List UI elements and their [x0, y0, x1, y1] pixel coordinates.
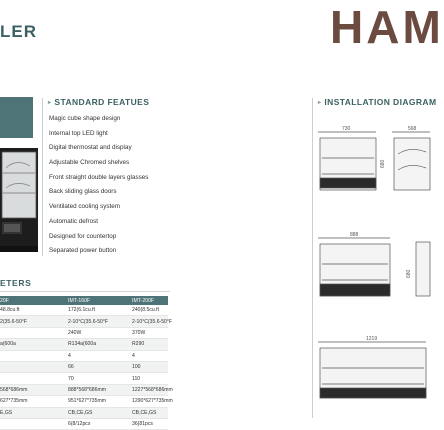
- table-cell: 1290*627*735mm: [116, 396, 168, 407]
- features-divider: [42, 98, 43, 256]
- table-cell: 100: [116, 361, 168, 372]
- page-title-fragment: LER: [0, 22, 37, 41]
- table-cell: [0, 350, 52, 361]
- side-view-medium: [416, 242, 430, 296]
- parameters-heading: ETERS: [0, 278, 32, 288]
- table-header-row: [0, 296, 168, 305]
- installation-heading: [318, 97, 436, 107]
- table-cell: CB,CE,GS: [52, 407, 116, 418]
- feature-item: Digital thermostat and display: [49, 144, 132, 152]
- table-cell: 1227*568*686mm: [116, 384, 168, 395]
- feature-item: Internal top LED light: [49, 129, 108, 137]
- table-row: [0, 396, 168, 407]
- table-cell: 66: [52, 361, 116, 372]
- table-row: [0, 361, 168, 372]
- table-row: [0, 407, 168, 418]
- dim-label-mid-width: 888: [350, 232, 359, 238]
- table-cell: CB,CE,GS: [116, 407, 168, 418]
- table-cell: 48.8cu.ft: [0, 305, 52, 316]
- diagram-divider: [312, 98, 313, 418]
- dim-label-mid-height: 680: [406, 269, 412, 278]
- features-list: [49, 112, 148, 259]
- column-header: 20F: [0, 296, 52, 305]
- feature-item: Back sliding glass doors: [49, 188, 117, 196]
- table-cell: 568*686mm: [0, 384, 52, 395]
- table-cell: 627*735mm: [0, 396, 52, 407]
- table-cell: 70: [52, 373, 116, 384]
- table-row: [0, 350, 168, 361]
- table-cell: 240W: [52, 327, 116, 338]
- section-marker-icon: ▸: [318, 100, 322, 106]
- table-row: [0, 316, 168, 327]
- table-cell: 172(6.1cu.ft: [52, 305, 116, 316]
- front-view-large: [318, 342, 426, 398]
- table-cell: 370W: [116, 327, 168, 338]
- dim-label-top-depth: 568: [408, 126, 417, 132]
- table-row: [0, 418, 168, 429]
- table-cell: 2-10°C(35.6-50°F: [116, 316, 168, 327]
- table-cell: 2-10°C(35.6-50°F: [52, 316, 116, 327]
- table-row: [0, 327, 168, 338]
- table-cell: 240(8.5cu.ft: [116, 305, 168, 316]
- parameters-table: [0, 296, 173, 430]
- feature-item: Ventilated cooling system: [49, 203, 121, 211]
- feature-item: Designed for countertop: [49, 232, 117, 240]
- feature-item: Separated power button: [49, 247, 117, 255]
- table-row: [0, 373, 168, 384]
- table-cell: R290: [116, 339, 168, 350]
- table-cell: 4: [52, 350, 116, 361]
- table-cell: 2(35.6-50°F: [0, 316, 52, 327]
- table-cell: 110: [116, 373, 168, 384]
- installation-diagram: [314, 118, 430, 430]
- front-view-small: [318, 132, 376, 190]
- product-title-panel: [0, 97, 33, 138]
- table-row: [0, 384, 168, 395]
- table-row: [0, 305, 168, 316]
- table-cell: 888*568*686mm: [52, 384, 116, 395]
- table-cell: 36(81pcs: [116, 418, 168, 429]
- table-cell: [0, 373, 52, 384]
- product-photo: [0, 146, 40, 256]
- column-header: IMT-160F: [52, 296, 116, 305]
- feature-item: Front straight double layers glasses: [49, 173, 149, 181]
- table-cell: [0, 327, 52, 338]
- front-view-medium: [318, 238, 390, 296]
- column-header: IMT-200F: [116, 296, 168, 305]
- feature-item: Automatic defrost: [49, 217, 98, 225]
- feature-item: Magic cube shape design: [49, 115, 121, 122]
- parameters-rule: [0, 291, 170, 292]
- parameters-table-body: [0, 305, 173, 430]
- table-cell: a(600a: [0, 339, 52, 350]
- table-cell: R134a(600a: [52, 339, 116, 350]
- side-view-small: [392, 132, 430, 190]
- features-heading-text: STANDARD FEATUES: [54, 97, 150, 107]
- brand-logo-text: HAM: [330, 1, 444, 53]
- table-cell: [0, 361, 52, 372]
- table-cell: 6(8/12pcs: [52, 418, 116, 429]
- dim-label-top-height: 680: [380, 159, 386, 168]
- table-cell: [0, 418, 52, 429]
- table-cell: 951*627*735mm: [52, 396, 116, 407]
- dim-label-bottom-width: 1219: [366, 336, 378, 342]
- feature-item: Adjustable Chromed shelves: [49, 159, 130, 167]
- table-cell: 4: [116, 350, 168, 361]
- section-marker-icon: ▸: [48, 100, 52, 106]
- table-row: [0, 339, 168, 350]
- features-heading: [48, 97, 149, 107]
- installation-heading-text: INSTALLATION DIAGRAM: [324, 97, 437, 107]
- dim-label-top-width: 730: [342, 126, 351, 132]
- table-cell: E,GS: [0, 407, 52, 418]
